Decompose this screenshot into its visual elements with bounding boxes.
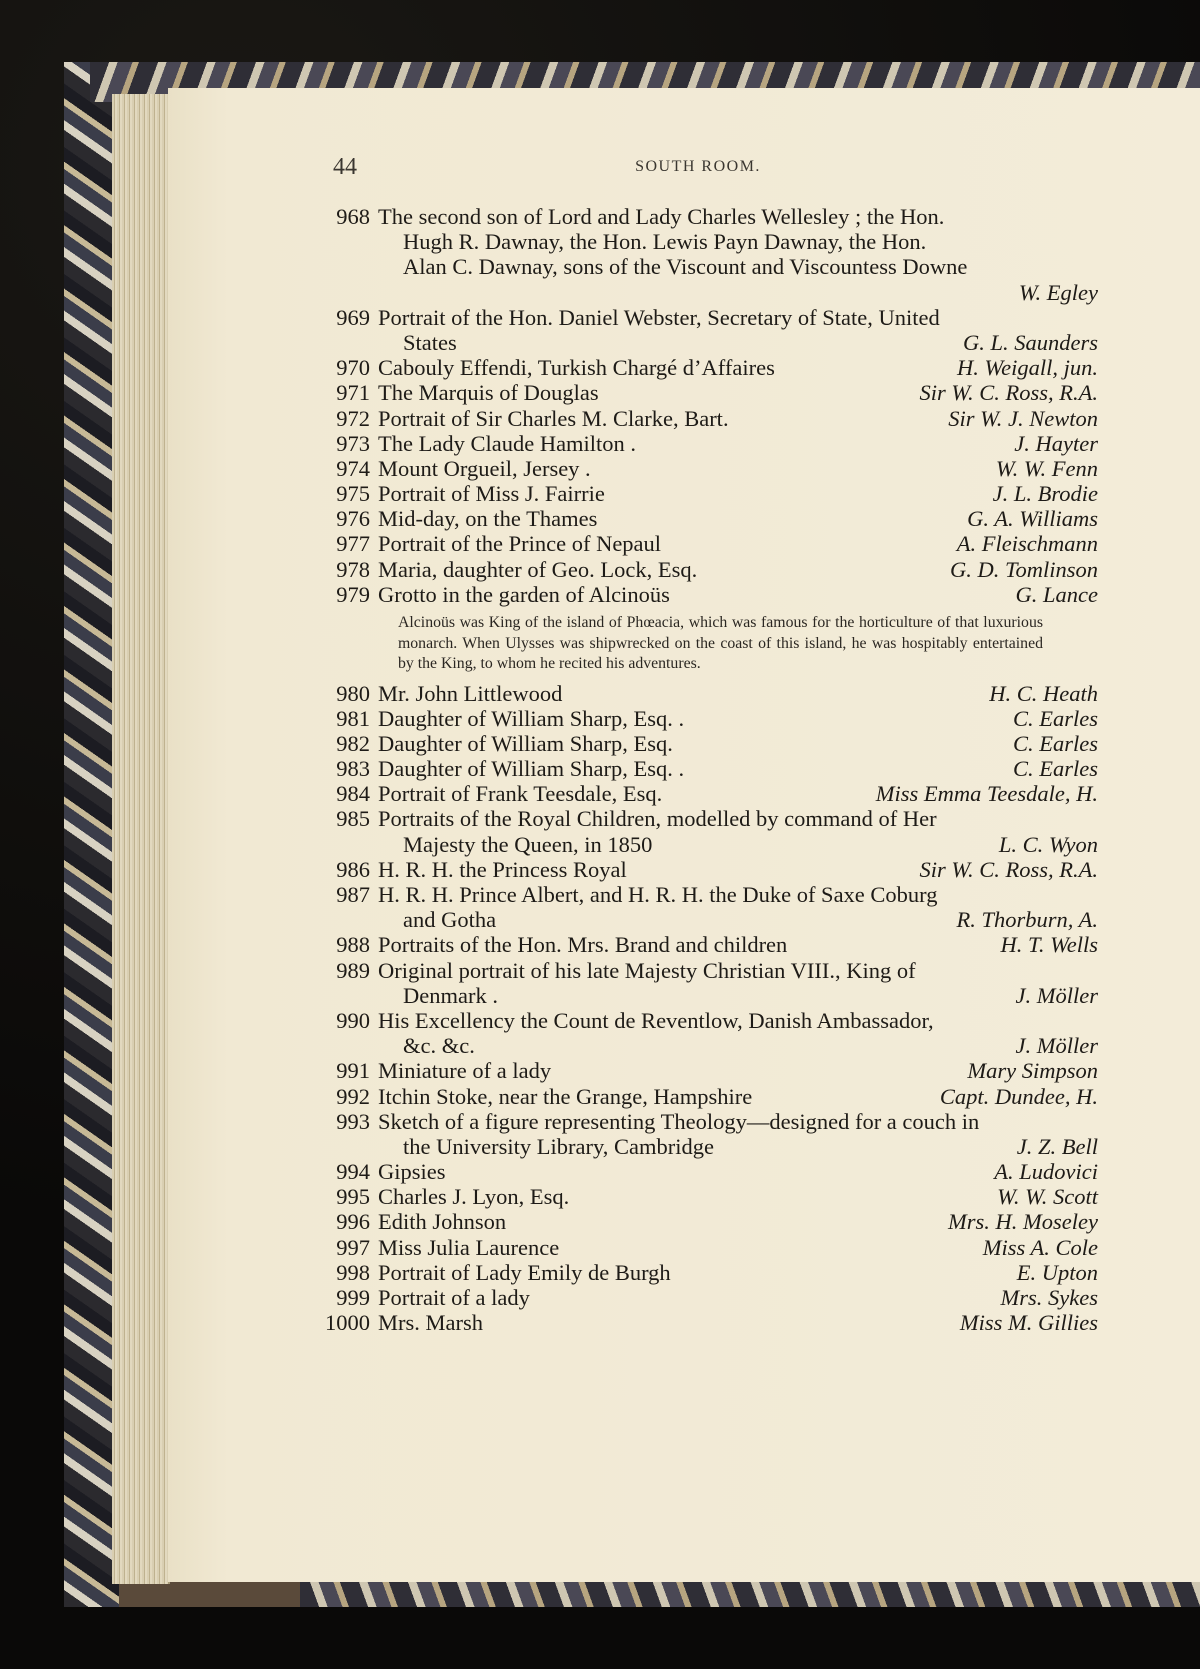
- entry-number: 970: [336, 355, 370, 381]
- entry-number: 985: [336, 806, 370, 832]
- entry-artist: Mrs. Sykes: [1000, 1285, 1098, 1310]
- entry-number: 973: [336, 430, 370, 456]
- entry-title: Portrait of Sir Charles M. Clarke, Bart.: [378, 405, 729, 431]
- page-header: [168, 154, 1200, 184]
- entry-artist: G. L. Saunders: [962, 329, 1098, 355]
- catalogue-line: [318, 1209, 1098, 1234]
- entry-number: 979: [336, 581, 370, 607]
- running-head: SOUTH ROOM.: [635, 158, 761, 175]
- entry-number: 991: [336, 1058, 370, 1084]
- entry-title: Portrait of Miss J. Fairrie: [378, 481, 605, 507]
- entry-artist: R. Thorburn, A.: [956, 907, 1098, 933]
- entry-number: 997: [336, 1234, 370, 1260]
- entry-title: The second son of Lord and Lady Charles Wellesley ; the Hon.: [378, 204, 945, 229]
- catalogue-line: [318, 204, 1098, 229]
- entry-number: 1000: [325, 1310, 370, 1336]
- catalogue-line: [318, 756, 1098, 781]
- entry-number: 971: [336, 380, 370, 406]
- entry-artist: J. Möller: [1015, 1033, 1098, 1059]
- entry-number: 968: [336, 204, 370, 229]
- entry-artist: Capt. Dundee, H.: [939, 1083, 1098, 1109]
- entry-number: 982: [336, 730, 370, 756]
- entry-number: 988: [336, 932, 370, 958]
- entry-artist: A. Fleischmann: [956, 531, 1098, 557]
- entry-title: Gipsies: [378, 1159, 446, 1185]
- catalogue-line: [318, 582, 1098, 607]
- entry-title: H. R. H. the Princess Royal: [378, 856, 627, 882]
- entry-artist: Miss A. Cole: [982, 1234, 1098, 1260]
- entry-artist: C. Earles: [1012, 756, 1098, 782]
- entry-artist: W. Egley: [1018, 279, 1098, 305]
- entry-title: Portrait of the Prince of Nepaul: [378, 531, 662, 557]
- entry-artist: W. W. Scott: [997, 1184, 1098, 1210]
- catalogue-line: [318, 1285, 1098, 1310]
- catalogue-line: [318, 280, 1098, 305]
- entry-number: 998: [336, 1259, 370, 1285]
- catalogue-line: [318, 254, 1098, 279]
- catalogue-line: [318, 1109, 1098, 1134]
- catalogue-line: [318, 681, 1098, 706]
- catalogue-line: [318, 481, 1098, 506]
- marbled-endpaper-left: [64, 62, 119, 1607]
- entry-number: 992: [336, 1083, 370, 1109]
- entry-artist: G. Lance: [1015, 581, 1098, 607]
- entry-title: States: [403, 329, 457, 355]
- entry-number: 977: [336, 531, 370, 557]
- catalogue-line: [318, 806, 1098, 831]
- catalogue-line: [318, 983, 1098, 1008]
- entry-artist: Mrs. H. Moseley: [948, 1209, 1098, 1235]
- entry-title: The Marquis of Douglas: [378, 380, 599, 406]
- entry-title: Sketch of a figure representing Theology—designed for a couch in: [378, 1108, 980, 1134]
- entry-title: The Lady Claude Hamilton .: [378, 430, 637, 456]
- entry-number: 984: [336, 781, 370, 807]
- entry-artist: G. D. Tomlinson: [950, 556, 1098, 582]
- catalogue-line: [318, 1260, 1098, 1285]
- entry-title: Majesty the Queen, in 1850: [403, 831, 653, 857]
- catalogue-line: [318, 431, 1098, 456]
- catalogue-line: [318, 832, 1098, 857]
- entry-title: Portrait of a lady: [378, 1285, 530, 1310]
- catalogue-line: [318, 330, 1098, 355]
- entry-title: Mid-day, on the Thames: [378, 506, 598, 532]
- catalogue-line: [318, 406, 1098, 431]
- entry-title: Charles J. Lyon, Esq.: [378, 1184, 570, 1210]
- entry-number: 987: [336, 882, 370, 907]
- entry-artist: Mary Simpson: [967, 1058, 1098, 1084]
- entry-title: Portraits of the Hon. Mrs. Brand and children: [378, 932, 788, 958]
- catalogue-line: [318, 1235, 1098, 1260]
- entry-title: Grotto in the garden of Alcinoüs: [378, 581, 670, 607]
- entry-title: Denmark .: [403, 982, 498, 1008]
- entry-title: Portrait of Frank Teesdale, Esq.: [378, 781, 663, 807]
- entry-number: 983: [336, 756, 370, 782]
- entry-title: Miniature of a lady: [378, 1058, 552, 1084]
- entry-artist: J. Hayter: [1014, 430, 1098, 456]
- catalogue-line: [318, 1008, 1098, 1033]
- entry-title: Original portrait of his late Majesty Christian VIII., King of: [378, 957, 916, 983]
- catalogue-line: [318, 557, 1098, 582]
- entry-artist: A. Ludovici: [994, 1159, 1098, 1185]
- entry-artist: H. T. Wells: [1000, 932, 1098, 958]
- entry-title: and Gotha: [403, 907, 497, 933]
- entry-artist: Sir W. C. Ross, R.A.: [919, 856, 1098, 882]
- entry-number: 980: [336, 680, 370, 706]
- entry-title: Mrs. Marsh: [378, 1310, 483, 1336]
- catalogue-line: [318, 932, 1098, 957]
- catalogue-line: [318, 1033, 1098, 1058]
- entry-number: 990: [336, 1007, 370, 1033]
- catalogue-line: [318, 882, 1098, 907]
- entry-title: the University Library, Cambridge: [403, 1133, 714, 1159]
- entry-number: 981: [336, 705, 370, 731]
- entry-artist: Sir W. J. Newton: [948, 405, 1098, 431]
- entry-number: 993: [336, 1108, 370, 1134]
- entry-title: Miss Julia Laurence: [378, 1234, 560, 1260]
- catalogue-line: [318, 958, 1098, 983]
- catalogue-line: [318, 229, 1098, 254]
- page-edges: [112, 94, 170, 1584]
- catalogue-line: [318, 1134, 1098, 1159]
- catalogue-line: [318, 456, 1098, 481]
- catalogue-line: [318, 1310, 1098, 1335]
- entry-artist: H. Weigall, jun.: [956, 355, 1098, 381]
- entry-note: [398, 613, 1043, 675]
- entry-number: 995: [336, 1184, 370, 1210]
- entry-title: His Excellency the Count de Reventlow, Danish Ambassador,: [378, 1007, 934, 1033]
- book-page: [168, 88, 1200, 1582]
- catalogue-line: [318, 355, 1098, 380]
- catalogue-line: [318, 706, 1098, 731]
- entry-number: 975: [336, 481, 370, 507]
- entry-artist: E. Upton: [1016, 1259, 1098, 1285]
- entry-title: Itchin Stoke, near the Grange, Hampshire: [378, 1083, 753, 1109]
- entry-title: Edith Johnson: [378, 1209, 507, 1235]
- catalogue-list: [318, 204, 1098, 1335]
- catalogue-line: [318, 781, 1098, 806]
- entry-title: Portraits of the Royal Children, modelled by command of Her: [378, 806, 937, 832]
- entry-artist: L. C. Wyon: [998, 831, 1098, 857]
- entry-title: Daughter of William Sharp, Esq.: [378, 730, 673, 756]
- entry-number: 996: [336, 1209, 370, 1235]
- entry-artist: C. Earles: [1012, 705, 1098, 731]
- entry-title: Mount Orgueil, Jersey .: [378, 455, 591, 481]
- entry-artist: C. Earles: [1012, 730, 1098, 756]
- entry-number: 972: [336, 405, 370, 431]
- page-number: 44: [333, 154, 357, 180]
- entry-title: Daughter of William Sharp, Esq. .: [378, 756, 685, 782]
- catalogue-line: [318, 1184, 1098, 1209]
- catalogue-line: [318, 305, 1098, 330]
- entry-artist: J. Z. Bell: [1016, 1133, 1098, 1159]
- entry-number: 976: [336, 506, 370, 532]
- entry-title: Portrait of Lady Emily de Burgh: [378, 1259, 671, 1285]
- entry-artist: J. Möller: [1015, 982, 1098, 1008]
- entry-artist: Miss Emma Teesdale, H.: [875, 781, 1098, 807]
- catalogue-line: [318, 1084, 1098, 1109]
- entry-artist: J. L. Brodie: [992, 481, 1098, 507]
- catalogue-line: [318, 380, 1098, 405]
- entry-title: Portrait of the Hon. Daniel Webster, Secretary of State, United: [378, 304, 940, 330]
- entry-title: Hugh R. Dawnay, the Hon. Lewis Payn Dawnay, the Hon.: [403, 229, 927, 255]
- entry-title: &c. &c.: [403, 1033, 475, 1059]
- entry-artist: Sir W. C. Ross, R.A.: [919, 380, 1098, 406]
- entry-number: 989: [336, 957, 370, 983]
- catalogue-line: [318, 907, 1098, 932]
- catalogue-line: [318, 857, 1098, 882]
- entry-artist: H. C. Heath: [989, 680, 1098, 706]
- entry-title: Maria, daughter of Geo. Lock, Esq.: [378, 556, 698, 582]
- catalogue-line: [318, 731, 1098, 756]
- entry-title: H. R. H. Prince Albert, and H. R. H. the Duke of Saxe Coburg: [378, 882, 938, 907]
- entry-title: Cabouly Effendi, Turkish Chargé d’Affaires: [378, 355, 775, 381]
- entry-artist: G. A. Williams: [967, 506, 1098, 532]
- entry-title: Alan C. Dawnay, sons of the Viscount and Viscountess Downe: [403, 254, 968, 280]
- entry-artist: Miss M. Gillies: [959, 1310, 1098, 1336]
- entry-title: Daughter of William Sharp, Esq. .: [378, 705, 685, 731]
- entry-number: 978: [336, 556, 370, 582]
- note-text: Alcinoüs was King of the island of Phœacia, which was famous for the horticulture of that luxurious monarch. When Ulysses was shipwrecked on the coast of this island, he was hospitably entertained by the King, to whom he recited his adventures.: [398, 614, 1043, 672]
- catalogue-line: [318, 531, 1098, 556]
- entry-number: 999: [336, 1285, 370, 1310]
- entry-number: 969: [336, 304, 370, 330]
- catalogue-line: [318, 1058, 1098, 1083]
- entry-number: 986: [336, 856, 370, 882]
- catalogue-line: [318, 1159, 1098, 1184]
- entry-number: 974: [336, 455, 370, 481]
- catalogue-line: [318, 506, 1098, 531]
- entry-artist: W. W. Fenn: [995, 455, 1098, 481]
- entry-title: Mr. John Littlewood: [378, 680, 563, 706]
- entry-number: 994: [336, 1159, 370, 1185]
